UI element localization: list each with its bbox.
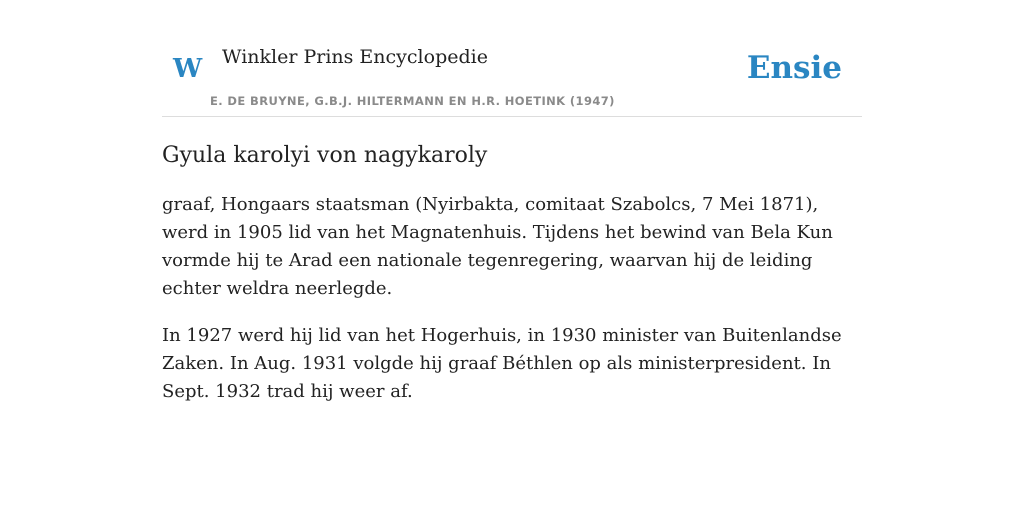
publication-logo[interactable]: W — [173, 54, 203, 84]
ensie-logo[interactable]: Ensie — [746, 50, 842, 86]
publication-authors: E. DE BRUYNE, G.B.J. HILTERMANN EN H.R. HOETINK (1947) — [210, 94, 615, 108]
publication-header — [162, 0, 862, 117]
article-paragraph: graaf, Hongaars staatsman (Nyirbakta, comitaat Szabolcs, 7 Mei 1871), werd in 1905 lid van het Magnatenhuis. Tijdens het bewind van Bela Kun vormde hij te Arad een nationale tegenregering, waarvan hij de leiding echter weldra neerlegde. — [162, 194, 833, 299]
article-title: Gyula karolyi von nagykaroly — [162, 143, 488, 168]
publication-title[interactable]: Winkler Prins Encyclopedie — [222, 46, 488, 68]
page — [162, 0, 862, 406]
article-paragraph: In 1927 werd hij lid van het Hogerhuis, in 1930 minister van Buitenlandse Zaken. In Aug. 1931 volgde hij graaf Béthlen op als ministerpresident. In Sept. 1932 trad hij weer af. — [162, 325, 842, 402]
